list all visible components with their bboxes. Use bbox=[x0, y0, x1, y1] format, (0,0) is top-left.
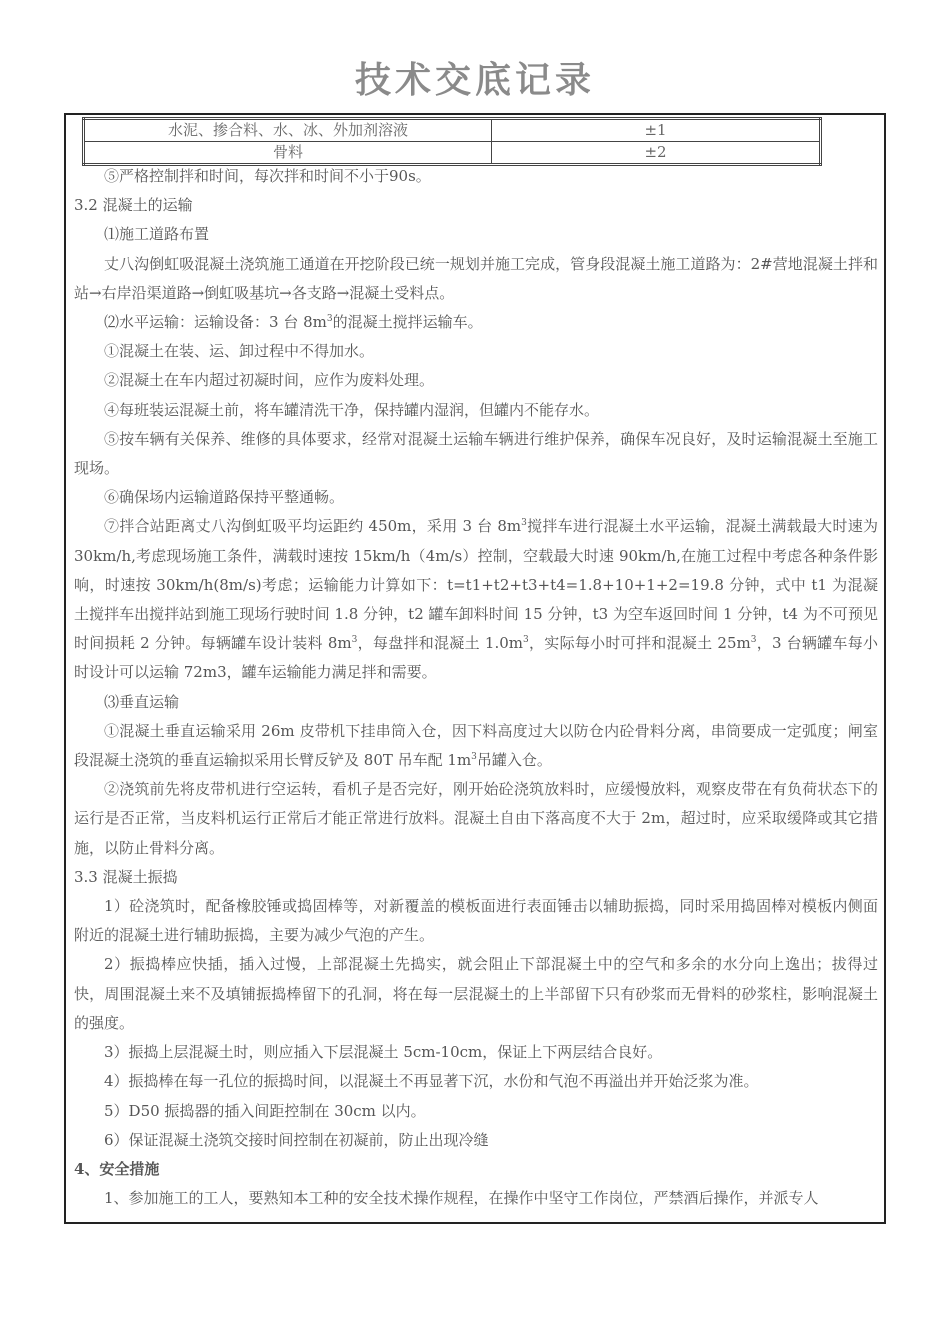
subsection-heading: ⑴施工道路布置 bbox=[104, 225, 210, 244]
document-body bbox=[74, 162, 878, 1213]
paragraph: 1）砼浇筑时，配备橡胶锤或捣固棒等，对新覆盖的模板面进行表面锤击以辅助振捣，同时采用捣固棒对模板内侧面附近的混凝土进行辅助振捣，主要为减少气泡的产生。 bbox=[74, 897, 878, 945]
superscript: 3 bbox=[521, 518, 527, 529]
text-run: 搅拌车进行混凝土水平运输，混凝土满载最大时速为 30km/h,考虑现场施工条件，满载时速按 15km/h（4m/s）控制，空载最大时速 90km/h,在施工过程中考虑各种条件影响，时速按 30km/h(8m/s)考虑；运输能力计算如下：t=t1+t2+t3+t4=1.8+10+1+2=19.8 分钟，式中 t1 为混凝土搅拌车出搅拌站到施工现场行驶时间 1.8 分钟，t2 罐车卸料时间 15 分钟，t3 为空车返回时间 1 分钟，t4 为不可预见时间损耗 2 分钟。每辆罐车设计装料 8m bbox=[74, 517, 878, 653]
text-run: 的混凝土搅拌运输车。 bbox=[332, 313, 483, 332]
paragraph: ⑥确保场内运输道路保持平整通畅。 bbox=[104, 488, 345, 507]
superscript: 3 bbox=[351, 635, 358, 646]
section-heading: 4、安全措施 bbox=[74, 1159, 160, 1178]
paragraph: ②浇筑前先将皮带机进行空运转，看机子是否完好，刚开始砼浇筑放料时，应缓慢放料，观察皮带在有负荷状态下的运行是否正常，当皮料机运行正常后才能正常进行放料。混凝土自由下落高度不大于 2m，超过时，应采取缓降或其它措施，以防止骨料分离。 bbox=[74, 780, 878, 857]
text-run: ，每盘拌和混凝土 1.0m bbox=[357, 634, 523, 653]
batching-tolerance-table bbox=[82, 117, 822, 166]
superscript: 3 bbox=[326, 314, 333, 325]
table-cell-item: 骨料 bbox=[84, 142, 492, 165]
paragraph: 6）保证混凝土浇筑交接时间控制在初凝前，防止出现冷缝 bbox=[104, 1130, 489, 1149]
paragraph: 3）振捣上层混凝土时，则应插入下层混凝土 5cm-10cm，保证上下两层结合良好。 bbox=[104, 1043, 663, 1062]
section-heading: 3.3 混凝土振捣 bbox=[74, 867, 178, 886]
paragraph: ⑤按车辆有关保养、维修的具体要求，经常对混凝土运输车辆进行维护保养，确保车况良好，及时运输混凝土至施工现场。 bbox=[74, 429, 878, 478]
paragraph bbox=[74, 512, 878, 687]
text-run: ⑵水平运输：运输设备：3 台 8m bbox=[104, 313, 327, 332]
paragraph: 5）D50 振捣器的插入间距控制在 30cm 以内。 bbox=[104, 1101, 426, 1120]
paragraph: ②混凝土在车内超过初凝时间，应作为废料处理。 bbox=[104, 371, 435, 390]
superscript: 3 bbox=[523, 635, 529, 646]
text-run: ，实际每小时可拌和混凝土 25m bbox=[528, 634, 751, 653]
paragraph: 2）振捣棒应快插，插入过慢，上部混凝土先捣实，就会阻止下部混凝土中的空气和多余的水分向上逸出；拔得过快，周围混凝土来不及填铺振捣棒留下的孔洞，将在每一层混凝土的上半部留下只有砂浆而无骨料的砂浆柱，影响混凝土的强度。 bbox=[74, 955, 878, 1032]
text-run: ⑦拌合站距离丈八沟倒虹吸平均运距约 450m，采用 3 台 8m bbox=[104, 517, 522, 536]
page-title: 技术交底记录 bbox=[354, 59, 595, 101]
superscript: 3 bbox=[750, 635, 757, 646]
record-frame bbox=[64, 113, 886, 1224]
table-cell-tolerance: ±2 bbox=[492, 142, 821, 165]
table-row bbox=[84, 119, 821, 142]
paragraph bbox=[74, 717, 878, 775]
text-run: ①混凝土垂直运输采用 26m 皮带机下挂串筒入仓，因下料高度过大以防仓内砼骨料分离，串筒要成一定弧度；闸室段混凝土浇筑的垂直运输拟采用长臂反铲及 80T 吊车配 1m bbox=[74, 721, 878, 770]
paragraph: 丈八沟倒虹吸混凝土浇筑施工通道在开挖阶段已统一规划并施工完成，管身段混凝土施工道路为：2#营地混凝土拌和站→右岸沿渠道路→倒虹吸基坑→各支路→混凝土受料点。 bbox=[74, 254, 878, 302]
section-heading: 3.2 混凝土的运输 bbox=[74, 196, 193, 215]
table-cell-item: 水泥、掺合料、水、冰、外加剂溶液 bbox=[84, 119, 492, 142]
text-run: 吊罐入仓。 bbox=[476, 751, 552, 770]
paragraph: ⑤严格控制拌和时间，每次拌和时间不小于90s。 bbox=[104, 167, 431, 185]
paragraph: ④每班装运混凝土前，将车罐清洗干净，保持罐内湿润，但罐内不能存水。 bbox=[104, 400, 600, 419]
subsection-heading: ⑶垂直运输 bbox=[104, 692, 180, 711]
paragraph: ①混凝土在装、运、卸过程中不得加水。 bbox=[104, 342, 375, 361]
paragraph: 4）振捣棒在每一孔位的振捣时间，以混凝土不再显著下沉，水份和气泡不再溢出并开始泛浆为准。 bbox=[104, 1072, 759, 1091]
table-cell-tolerance: ±1 bbox=[492, 119, 821, 142]
paragraph: 1、参加施工的工人，要熟知本工种的安全技术操作规程，在操作中坚守工作岗位，严禁酒后操作，并派专人 bbox=[104, 1189, 819, 1208]
text-run: ，3 台辆罐车每小时设计可以运输 72m3，罐车运输能力满足拌和需要。 bbox=[74, 634, 878, 682]
paragraph bbox=[74, 308, 878, 337]
superscript: 3 bbox=[471, 752, 477, 763]
